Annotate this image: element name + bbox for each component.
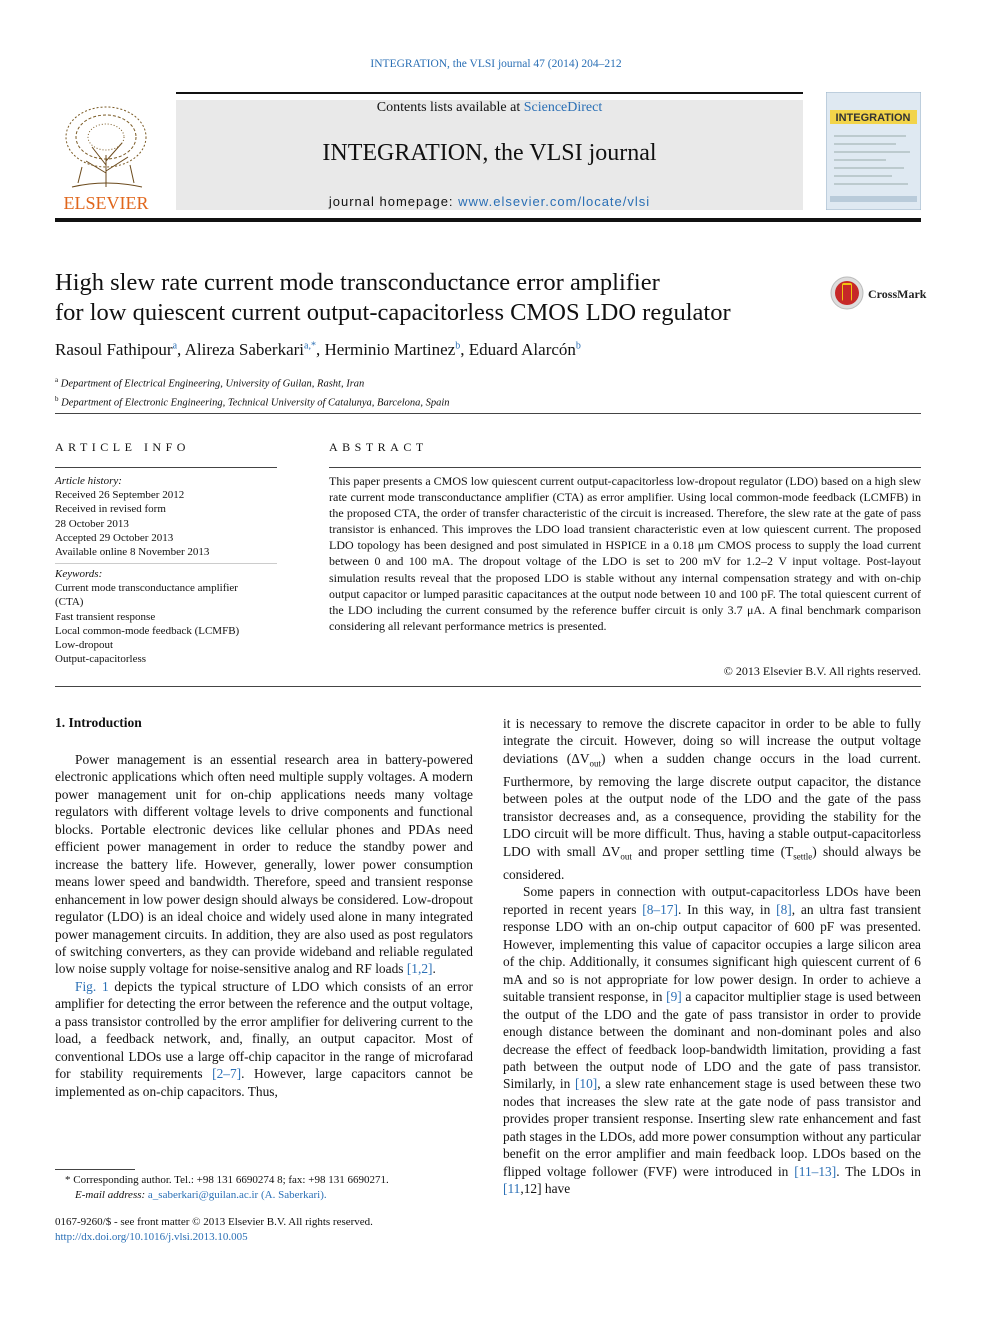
keyword: Current mode transconductance amplifier bbox=[55, 582, 238, 595]
author[interactable]: Rasoul Fathipour$^a$ bbox=[55, 340, 178, 359]
footnotes bbox=[55, 1173, 495, 1202]
email-link[interactable]: a_saberkari@guilan.ac.ir (A. Saberkari). bbox=[147, 1188, 327, 1201]
keywords-rule bbox=[55, 563, 277, 564]
article-info-heading: ARTICLE INFO bbox=[55, 440, 190, 454]
keywords-label: Keywords: bbox=[55, 568, 103, 580]
paragraph: Some papers in connection with output-capacitorless LDOs have been reported in recent years [8–17]. In this way, in [8], an ultra fast transient response LDO with an on-chip output capacitor of 600 pF was presented. However, implementing this value of capacitor occupies a large silicon area of the chip. Additionally, it consumes significant high quiescent current of 6 mA and so is not appropriate for low power design. In order to achieve a suitable transient response, in [9] a capacitor multiplier stage is used between the output of the LDO and the gate of pass transistor in order to provide enough distance between the dominant and non-dominant poles and also decrease the effect of feedback loop-bandwidth limitation, providing a fast path between the output node of LDO and the gate of pass transistor. Similarly, in [10], a slew rate enhancement stage is used between these two nodes that increases the slew rate at the gate node of pass transistor and provides proper transient response. Inserting slew rate enhancement and fast path stages in the LDOs, add more power consumption without any particular benefit on the error amplifier and main feedback loop. LDOs based on the flipped voltage follower (FVF) were introduced in [11–13]. The LDOs in [11,12] have bbox=[503, 884, 921, 1197]
paragraph: Fig. 1 depicts the typical structure of LDO which consists of an error amplifier for detecting the error between the reference and the output voltage, a pass transistor controlled by the error amplifier for delivering current to the load, a feedback network, and, finally, an output capacitor. Most of conventional LDOs use a large off-chip capacitor in the range of microfarad for stability requirements [2–7]. However, large capacitors cannot be implemented as on-chip capacitors. Thus, bbox=[55, 978, 473, 1099]
citation-link[interactable]: [2–7] bbox=[212, 1066, 242, 1082]
crossmark-badge[interactable] bbox=[830, 275, 930, 311]
citation-link[interactable]: [8] bbox=[776, 901, 792, 917]
homepage-link[interactable]: www.elsevier.com/locate/vlsi bbox=[458, 194, 651, 209]
crossmark-icon bbox=[830, 275, 930, 311]
citation-link[interactable]: [1,2] bbox=[406, 961, 433, 977]
keyword: Output-capacitorless bbox=[55, 653, 147, 666]
crossmark-label: CrossMark bbox=[868, 287, 927, 301]
right-column bbox=[503, 715, 921, 1198]
history-label: Article history: bbox=[55, 475, 122, 487]
keyword: Fast transient response bbox=[55, 610, 156, 623]
paragraph: it is necessary to remove the discrete capacitor in order to be able to fully integrate the circuit. However, doing so will increase the output voltage deviations $(\Delta V_{out})$ when a sudden change occurs in the load current. Furthermore, by removing the large discrete output capacitor, the distance between poles at the output node of the LDO and the gate of the pass transistor decreases and, as a consequence, providing the stability for the LDO circuit will be more difficult. Thus, having a stable output-capacitorless LDO with small $\Delta V_{out}$ and proper settling time $(T_{settle})$ should always be considered. bbox=[503, 716, 921, 882]
copyright: © 2013 Elsevier B.V. All rights reserved. bbox=[723, 664, 921, 678]
keyword: Low-dropout bbox=[55, 639, 114, 652]
article-title bbox=[55, 268, 815, 328]
journal-title: INTEGRATION, the VLSI journal bbox=[322, 140, 657, 166]
article-title-line-1: High slew rate current mode transconductance error amplifier bbox=[55, 269, 660, 296]
elsevier-wordmark: ELSEVIER bbox=[63, 193, 149, 213]
affiliations bbox=[55, 373, 755, 410]
email-note: E-mail address: a_saberkari@guilan.ac.ir (A. Saberkari). bbox=[75, 1188, 327, 1201]
history-item: Accepted 29 October 2013 bbox=[55, 531, 174, 544]
header-rule bbox=[55, 218, 921, 222]
figure-link[interactable]: Fig. 1 bbox=[75, 978, 109, 994]
history-item: Available online 8 November 2013 bbox=[55, 546, 210, 559]
abstract-rule bbox=[329, 467, 921, 468]
elsevier-logo bbox=[52, 95, 160, 213]
issn-block bbox=[55, 1215, 495, 1244]
history-item: Received in revised form bbox=[55, 503, 166, 516]
history-item: 28 October 2013 bbox=[55, 517, 129, 530]
section-heading-introduction: 1. Introduction bbox=[55, 715, 142, 730]
corresponding-author-note: * Corresponding author. Tel.: +98 131 6690274 8; fax: +98 131 6690271. bbox=[65, 1174, 389, 1186]
affiliation: $^a$ Department of Electrical Engineering, University of Guilan, Rasht, Iran bbox=[55, 376, 365, 390]
journal-reference[interactable]: INTEGRATION, the VLSI journal 47 (2014) 204–212 bbox=[370, 58, 622, 70]
article-title-line-2: for low quiescent current output-capacitorless CMOS LDO regulator bbox=[55, 299, 731, 326]
journal-cover-thumbnail bbox=[826, 92, 921, 210]
abstract-heading: ABSTRACT bbox=[329, 440, 428, 454]
cover-title: INTEGRATION bbox=[835, 112, 911, 124]
citation-link[interactable]: [11–13] bbox=[794, 1163, 837, 1179]
author[interactable]: Alireza Saberkari$^{a,*}$ bbox=[184, 340, 316, 359]
doi-link[interactable]: http://dx.doi.org/10.1016/j.vlsi.2013.10.005 bbox=[55, 1230, 248, 1243]
issn-line: 0167-9260/$ - see front matter © 2013 Elsevier B.V. All rights reserved. bbox=[55, 1216, 373, 1228]
keyword: Local common-mode feedback (LCMFB) bbox=[55, 624, 240, 637]
history-item: Received 26 September 2012 bbox=[55, 489, 185, 502]
author[interactable]: Eduard Alarcón$^b$ bbox=[468, 340, 581, 359]
citation-link[interactable]: [11 bbox=[503, 1181, 521, 1197]
homepage-prefix: journal homepage: bbox=[328, 194, 459, 209]
article-history bbox=[55, 474, 277, 559]
citation-link[interactable]: [9] bbox=[666, 989, 682, 1005]
journal-cover-icon bbox=[826, 92, 921, 210]
author-list: Rasoul Fathipour$^a$, Alireza Saberkari$^{a,*}$, Herminio Martinez$^b$, Eduard Alarcón$^b$ bbox=[55, 340, 581, 359]
affiliation: $^b$ Department of Electronic Engineering, Technical University of Catalunya, Barcelona, Spain bbox=[55, 394, 450, 408]
abstract-text: This paper presents a CMOS low quiescent current output-capacitorless low-dropout regulator (LDO) based on a high slew rate current mode transconductance amplifier (CTA) as error amplifier. Using local common-mode feedback (LCMFB) in the proposed CTA, the order of transfer characteristic of the circuit is increased. Therefore, the slew rate at the gate of pass transistor is enhanced. This improves the LDO load transient characteristic even at low quiescent current. The proposed LDO topology has been designed and post simulated in HSPICE in a 0.18 μm CMOS process to supply the load current between 0 and 100 mA. The dropout voltage of the LDO is set to 200 mV for 1.2–2 V input voltage. Post-layout simulation results reveal that the proposed LDO is stable without any internal compensation strategy and with on-chip output capacitor or lumped parasitic capacitances at the output node between 10 and 100 pF. The total quiescent current of the LDO including the current consumed by the reference buffer circuit is only 3.7 μA. A final benchmark comparison considering all relevant performance metrics is presented. bbox=[329, 474, 921, 633]
paragraph: Power management is an essential research area in battery-powered electronic applications which often need multiple supply voltages. A modern power management unit for on-chip applications needs many voltage regulators with different voltage levels to drive components and functional blocks. Portable electronic devices like cellular phones and PDAs need efficient power management in order to reduce the standby power and increase the battery life. However, generally, lower power consumption means lower speed and bandwidth. Therefore, speed and transient response enhancement in low power design should always be considered. Low-dropout regulator (LDO) is an ideal choice and widely used alone in many integrated power management circuits. In addition, they are also used as post regulators of switching converters, as they can provide wideband and reliable regulated low noise supply voltage for noise-sensitive analog and RF loads [1,2]. bbox=[55, 752, 473, 977]
citation-link[interactable]: [10] bbox=[574, 1076, 598, 1092]
keyword: (CTA) bbox=[55, 596, 84, 609]
left-column bbox=[55, 751, 473, 1100]
article-info-rule bbox=[55, 467, 277, 468]
keywords bbox=[55, 567, 277, 666]
sciencedirect-link[interactable]: ScienceDirect bbox=[523, 100, 603, 115]
elsevier-tree-icon bbox=[52, 95, 160, 213]
citation-link[interactable]: [8–17] bbox=[642, 901, 678, 917]
author[interactable]: Herminio Martinez$^b$ bbox=[324, 340, 461, 359]
contents-prefix: Contents lists available at bbox=[376, 100, 524, 115]
homepage-line bbox=[176, 194, 803, 209]
banner-top-rule bbox=[176, 92, 803, 94]
abstract-bottom-rule bbox=[55, 686, 921, 687]
affiliation-rule bbox=[55, 413, 921, 414]
contents-line bbox=[176, 100, 803, 116]
footnote-rule bbox=[55, 1169, 135, 1170]
